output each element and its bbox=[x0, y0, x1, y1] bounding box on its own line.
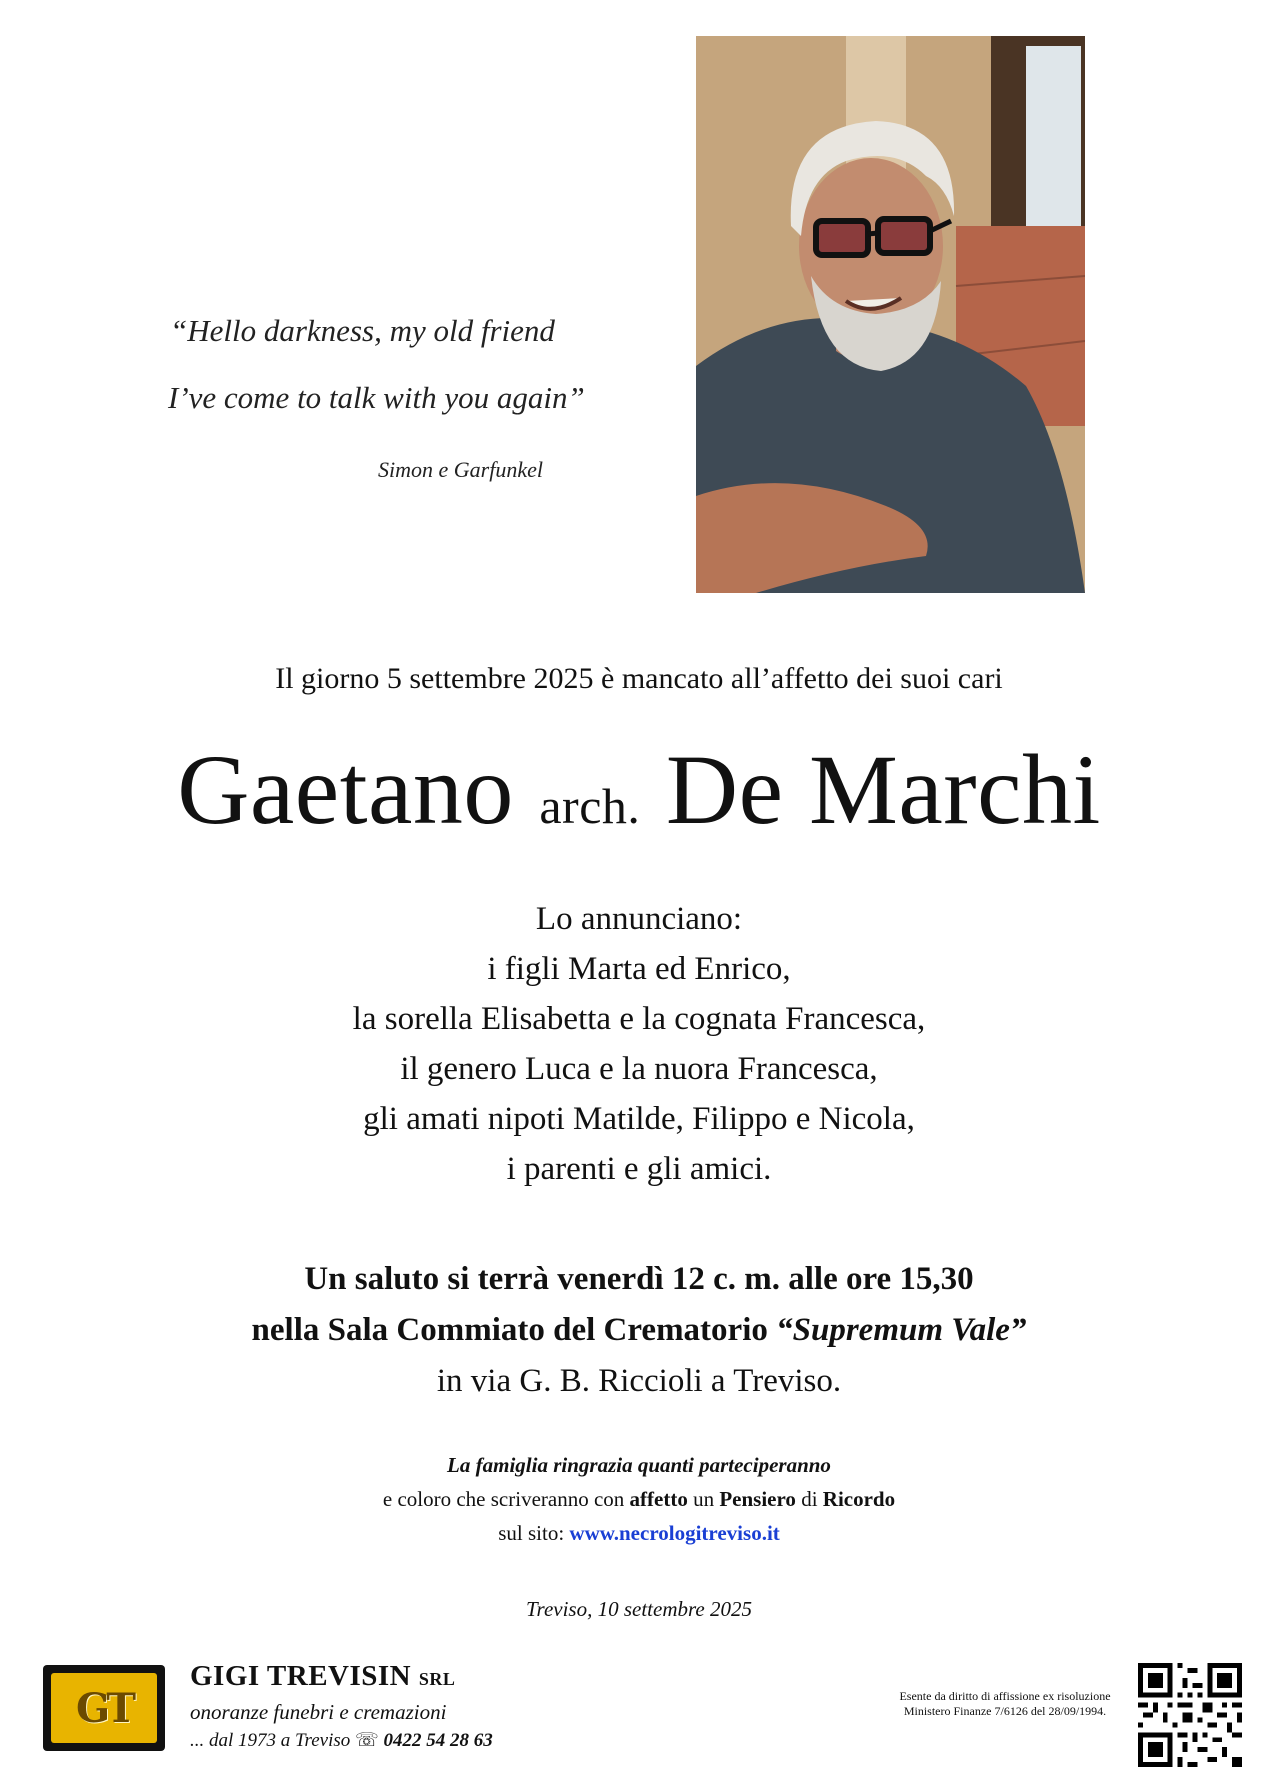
thanks-word-pensiero: Pensiero bbox=[719, 1487, 796, 1511]
announce-line: i figli Marta ed Enrico, bbox=[487, 951, 791, 987]
portrait-illustration bbox=[696, 36, 1085, 593]
company-since bbox=[190, 1729, 493, 1752]
intro-text: Il giorno 5 settembre 2025 è mancato all’affetto dei suoi cari bbox=[275, 662, 1003, 695]
qr-code[interactable] bbox=[1138, 1663, 1242, 1767]
quote-author: Simon e Garfunkel bbox=[378, 457, 543, 482]
company-suffix: SRL bbox=[418, 1669, 456, 1689]
professional-title: arch. bbox=[539, 778, 641, 834]
thanks-word-ricordo: Ricordo bbox=[822, 1487, 896, 1511]
quote-line-1: “Hello darkness, my old friend bbox=[170, 313, 555, 348]
company-name-text: GIGI TREVISIN bbox=[190, 1660, 412, 1692]
announcement-list bbox=[0, 894, 1278, 1194]
company-name bbox=[190, 1660, 455, 1693]
thanks-word-affetto: affetto bbox=[629, 1487, 688, 1511]
service-line-3: in via G. B. Riccioli a Treviso. bbox=[436, 1363, 842, 1399]
tax-exemption-note bbox=[875, 1689, 1135, 1719]
announce-line: i parenti e gli amici. bbox=[506, 1151, 772, 1187]
portrait-photo bbox=[696, 36, 1085, 593]
thanks-text: di bbox=[795, 1487, 823, 1511]
exempt-line-1: Esente da diritto di affissione ex risoluzione bbox=[899, 1689, 1111, 1703]
logo-mark: GT bbox=[76, 1684, 132, 1732]
telephone-icon: ☏ bbox=[355, 1730, 379, 1751]
company-tagline: onoranze funebri e cremazioni bbox=[190, 1700, 447, 1724]
place-date: Treviso, 10 settembre 2025 bbox=[526, 1597, 752, 1621]
thanks-line-1: La famiglia ringrazia quanti parteciperanno bbox=[447, 1453, 831, 1477]
thanks-text: e coloro che scriveranno con bbox=[382, 1487, 630, 1511]
last-name: De Marchi bbox=[665, 734, 1101, 845]
thanks-text: un bbox=[687, 1487, 720, 1511]
phone-number[interactable]: 0422 54 28 63 bbox=[383, 1730, 493, 1751]
crematorium-name: “Supremum Vale” bbox=[776, 1312, 1027, 1348]
service-line-1: Un saluto si terrà venerdì 12 c. m. alle ore 15,30 bbox=[304, 1261, 974, 1297]
service-location: nella Sala Commiato del Crematorio bbox=[251, 1312, 777, 1348]
company-logo bbox=[43, 1665, 165, 1751]
logo-badge bbox=[51, 1673, 157, 1743]
exempt-line-2: Ministero Finanze 7/6126 del 28/09/1994. bbox=[903, 1704, 1107, 1718]
since-text: ... dal 1973 a Treviso bbox=[190, 1730, 351, 1751]
thanks-line-2 bbox=[0, 1482, 1278, 1516]
announce-line: gli amati nipoti Matilde, Filippo e Nicola, bbox=[363, 1101, 915, 1137]
announce-line: il genero Luca e la nuora Francesca, bbox=[400, 1051, 878, 1087]
service-line-2 bbox=[0, 1305, 1278, 1356]
announce-line: la sorella Elisabetta e la cognata Francesca, bbox=[352, 1001, 926, 1037]
site-label: sul sito: bbox=[498, 1521, 570, 1545]
announce-line: Lo annunciano: bbox=[535, 901, 743, 937]
thanks-block bbox=[0, 1448, 1278, 1550]
quote-line-2: I’ve come to talk with you again” bbox=[168, 380, 585, 415]
service-info bbox=[0, 1254, 1278, 1407]
deceased-name bbox=[0, 735, 1278, 861]
first-name: Gaetano bbox=[177, 734, 514, 845]
website-link[interactable]: www.necrologitreviso.it bbox=[569, 1521, 780, 1545]
thanks-line-3 bbox=[0, 1516, 1278, 1550]
